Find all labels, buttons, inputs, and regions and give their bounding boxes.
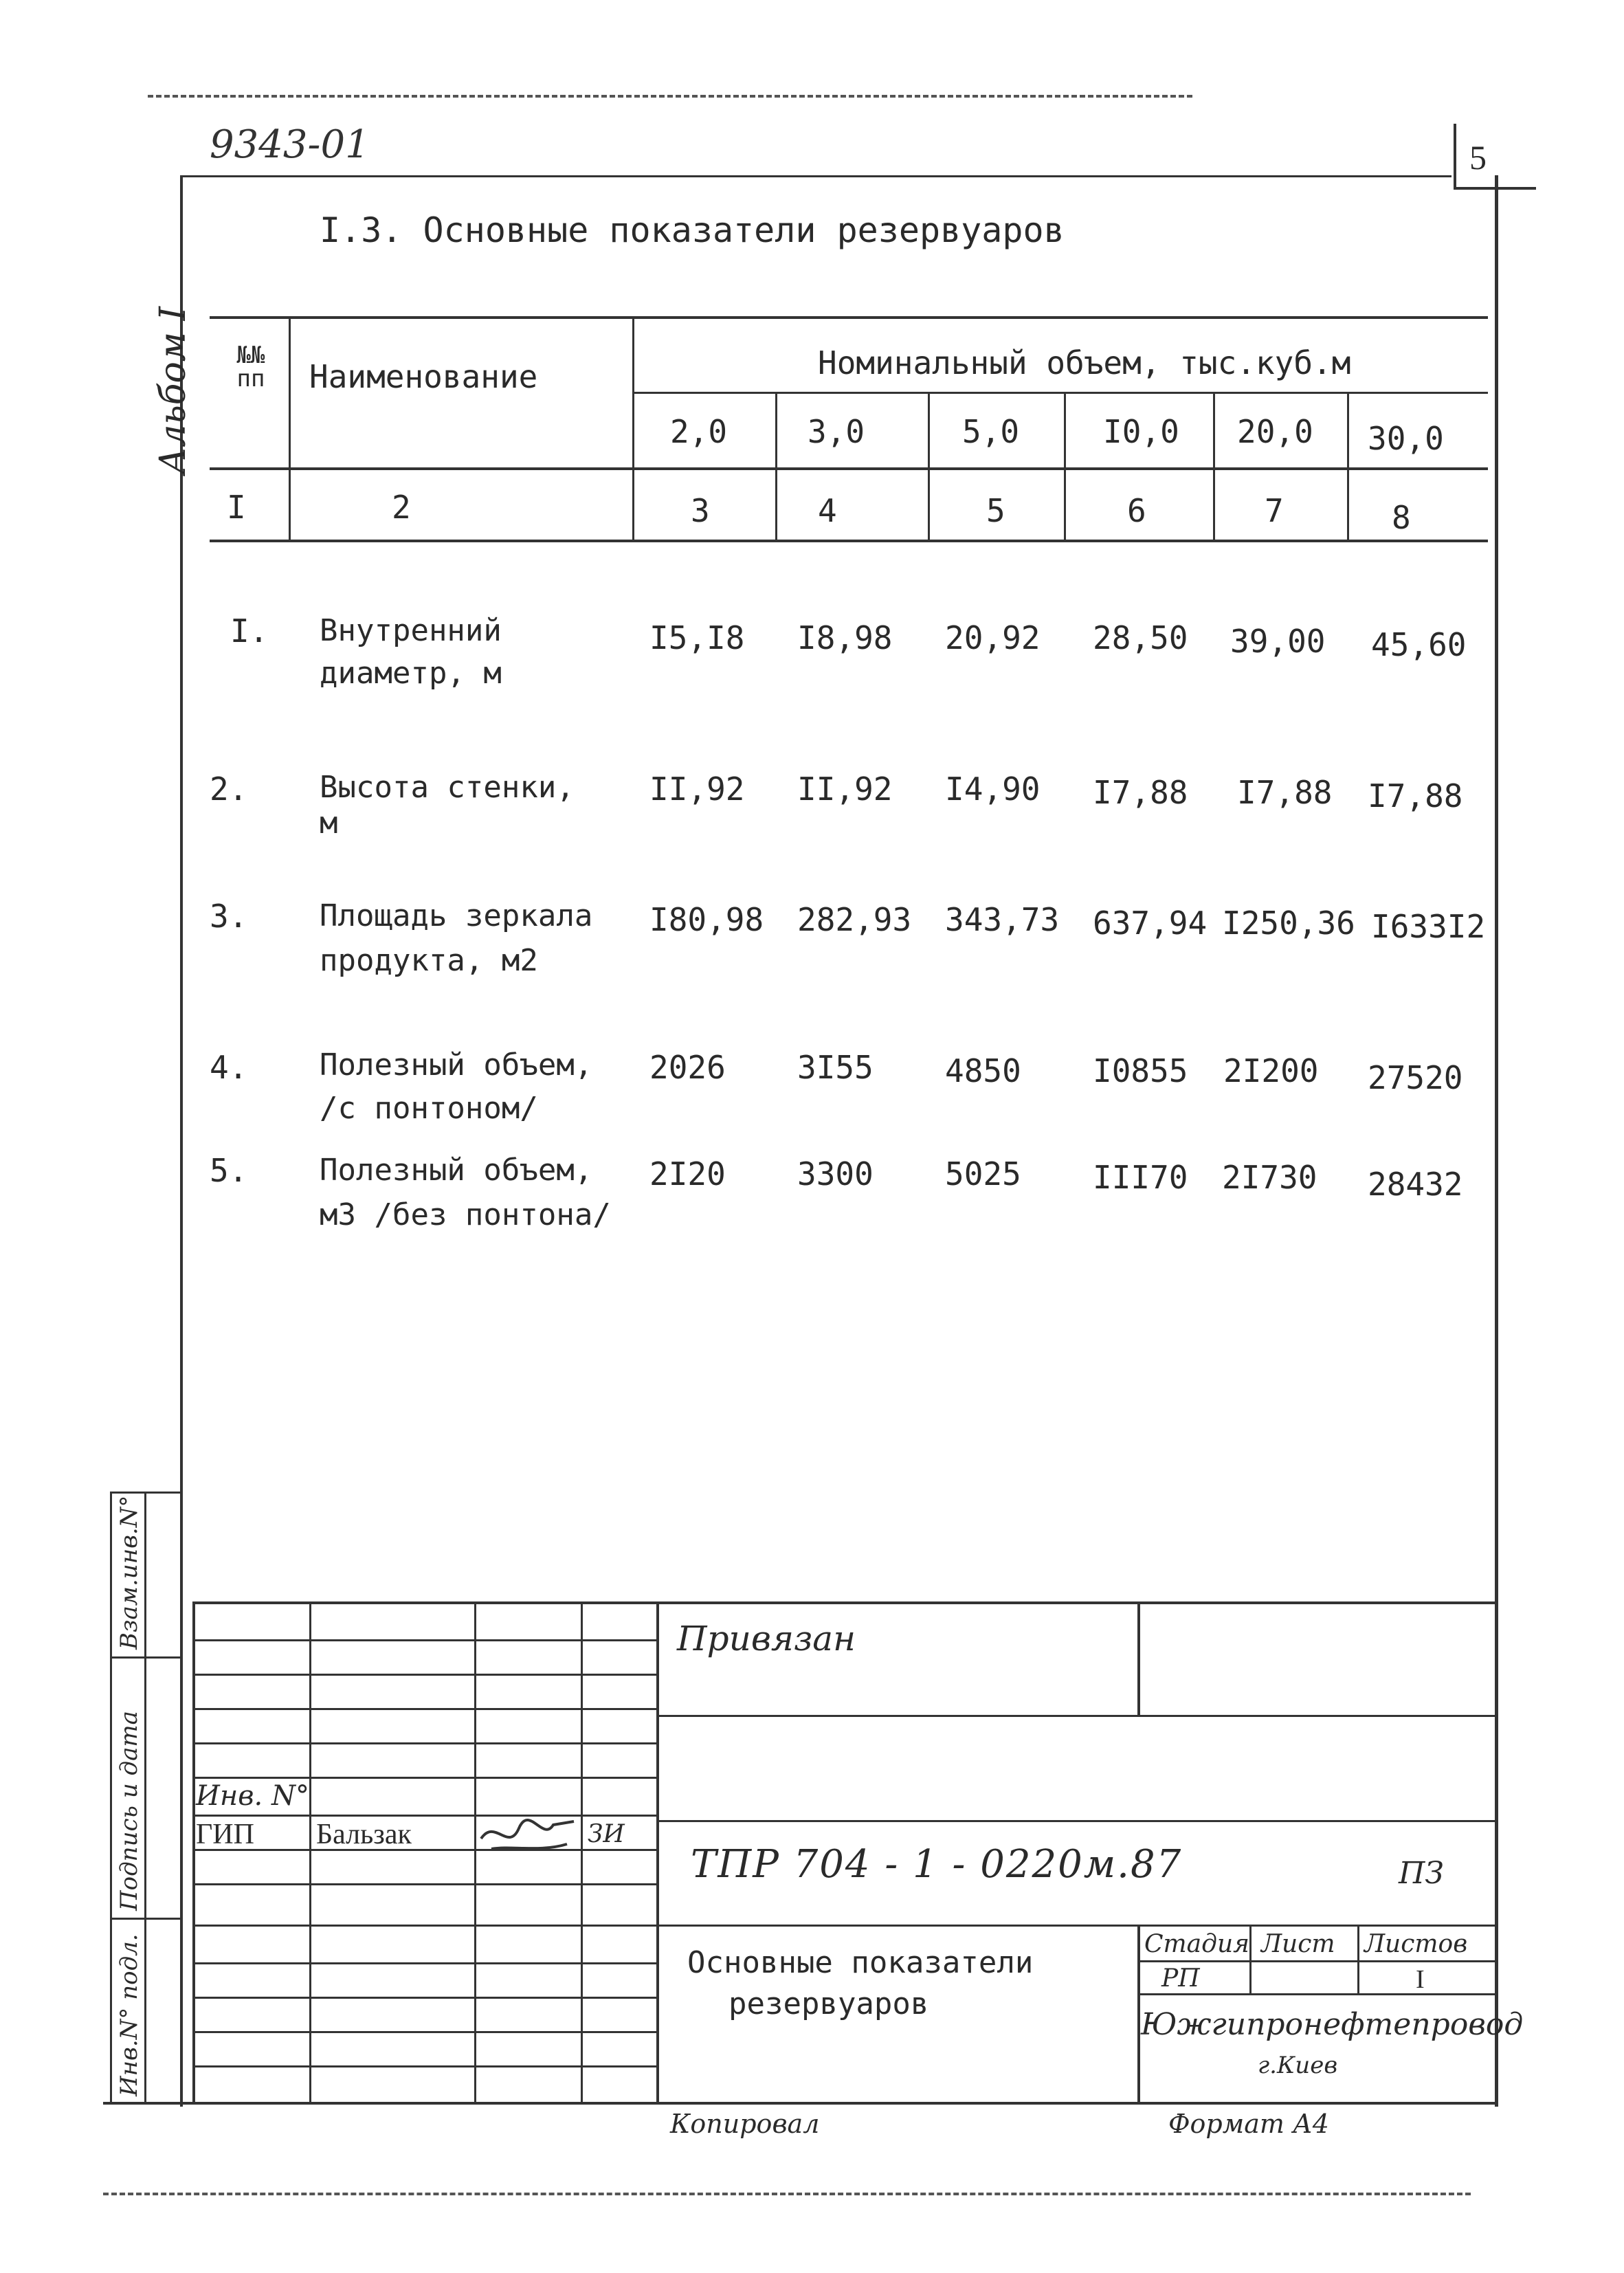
- row3-val-4: 637,94: [1093, 905, 1208, 942]
- volume-6: 30,0: [1368, 420, 1444, 457]
- row4-val-1: 2026: [649, 1049, 726, 1086]
- row3-val-1: I80,98: [649, 901, 764, 938]
- row2-val-5: I7,88: [1237, 774, 1333, 811]
- format-label: Формат А4: [1168, 2109, 1329, 2139]
- row1-val-2: I8,98: [797, 619, 893, 656]
- row3-val-3: 343,73: [945, 901, 1060, 938]
- row1-val-3: 20,92: [945, 619, 1041, 656]
- stamp-bottom-rule: [103, 2102, 1498, 2105]
- volume-1: 2,0: [670, 413, 728, 450]
- row5-val-5: 2I730: [1222, 1159, 1317, 1196]
- row4-num: 4.: [210, 1049, 248, 1086]
- sig-row-12: [192, 2031, 656, 2033]
- col-divider-1: [289, 316, 291, 540]
- row3-val-2: 282,93: [797, 901, 912, 938]
- col-divider-2: [632, 316, 634, 540]
- sig-row-7: [192, 1849, 656, 1851]
- sig-col-2: [474, 1601, 476, 2103]
- col-divider-6: [1213, 392, 1215, 540]
- row2-name-2: м: [320, 806, 338, 841]
- sig-col-1: [309, 1601, 311, 2103]
- surname: Бальзак: [316, 1819, 412, 1850]
- row1-name-1: Внутренний: [320, 613, 502, 648]
- colnum-7: 7: [1265, 492, 1284, 529]
- frame-right: [1495, 175, 1498, 2107]
- section-title: I.3. Основные показатели резервуаров: [320, 210, 1065, 250]
- row2-val-4: I7,88: [1093, 774, 1188, 811]
- volume-2: 3,0: [808, 413, 865, 450]
- bottom-dashed-border: [103, 2193, 1471, 2195]
- row3-num: 3.: [210, 898, 248, 935]
- stamp-top-rule: [192, 1601, 1495, 1604]
- row4-val-2: 3I55: [797, 1049, 874, 1086]
- row5-val-1: 2I20: [649, 1155, 726, 1193]
- num-header: №№ пп: [236, 342, 265, 392]
- row5-num: 5.: [210, 1152, 248, 1189]
- doc-code: 9343-01: [210, 122, 370, 167]
- row2-val-1: II,92: [649, 770, 745, 808]
- sign-date: ЗИ: [588, 1820, 625, 1848]
- sig-row-11: [192, 1997, 656, 1999]
- stamp-info-divider: [1137, 1925, 1140, 2103]
- stamp-main-divider: [656, 1601, 659, 2103]
- row2-name-1: Высота стенки,: [320, 770, 575, 805]
- stamp-title-2: резервуаров: [728, 1986, 929, 2021]
- sig-row-10: [192, 1962, 656, 1964]
- row5-val-3: 5025: [945, 1155, 1021, 1193]
- stage-value: РП: [1161, 1964, 1200, 1993]
- side-rule-2: [110, 1918, 182, 1920]
- row5-val-2: 3300: [797, 1155, 874, 1193]
- side-label-podpis: Подпись и дата: [115, 1711, 143, 1911]
- sheet-label: Лист: [1261, 1930, 1335, 1958]
- row1-val-1: I5,I8: [649, 619, 745, 656]
- album-label: Альбом I: [153, 306, 194, 474]
- volume-5: 20,0: [1237, 413, 1313, 450]
- colnum-3: 3: [691, 492, 710, 529]
- side-label-inv-podl: Инв.N° подл.: [115, 1933, 143, 2096]
- stamp-stage-div-2: [1357, 1925, 1359, 1993]
- page-box-left: [1454, 124, 1456, 189]
- sig-row-5: [192, 1777, 656, 1779]
- col-divider-5: [1064, 392, 1066, 540]
- volume-4: I0,0: [1103, 413, 1179, 450]
- sig-grid-left: [192, 1601, 195, 2103]
- frame-top: [180, 175, 1451, 177]
- table-top-rule: [210, 316, 1488, 319]
- row3-val-6: I633I2: [1371, 908, 1486, 945]
- stamp-title-1: Основные показатели: [687, 1945, 1034, 1980]
- stamp-stage-rule: [1137, 1960, 1495, 1962]
- doc-type: ПЗ: [1399, 1856, 1444, 1891]
- side-col-outer: [110, 1492, 112, 2103]
- row1-num: I.: [230, 612, 269, 650]
- row2-val-3: I4,90: [945, 770, 1041, 808]
- row4-name-1: Полезный объем,: [320, 1047, 593, 1083]
- colnum-8: 8: [1392, 499, 1411, 536]
- side-label-vzam: Взам.инв.N°: [115, 1495, 143, 1650]
- sig-row-2: [192, 1674, 656, 1676]
- stamp-stage-div-1: [1249, 1925, 1252, 1993]
- organization: Южгипронефтепровод: [1141, 2007, 1524, 2042]
- sig-row-8: [192, 1883, 656, 1885]
- city: г.Киев: [1258, 2052, 1338, 2079]
- row1-val-4: 28,50: [1093, 619, 1188, 656]
- row5-name-1: Полезный объем,: [320, 1153, 593, 1188]
- volume-3: 5,0: [962, 413, 1020, 450]
- sig-row-1: [192, 1639, 656, 1641]
- signature-image: [478, 1811, 577, 1859]
- top-dashed-border: [148, 95, 1192, 98]
- sig-row-6: [192, 1815, 656, 1817]
- row4-val-4: I0855: [1093, 1052, 1188, 1089]
- colnum-2: 2: [392, 489, 411, 526]
- project-code: ТПР 704 - 1 - 0220м.87: [691, 1842, 1183, 1887]
- row5-val-6: 28432: [1368, 1166, 1463, 1203]
- copied-label: Копировал: [670, 2109, 820, 2139]
- header-bottom-rule: [210, 467, 1488, 470]
- col-divider-7: [1347, 392, 1349, 540]
- row4-val-3: 4850: [945, 1052, 1021, 1089]
- side-rule-1: [110, 1656, 182, 1659]
- side-col-inner: [144, 1492, 146, 2103]
- volume-header: Номинальный объем, тыс.куб.м: [818, 344, 1351, 381]
- col-divider-3: [775, 392, 777, 540]
- privyazan-label: Привязан: [677, 1619, 856, 1659]
- row2-val-2: II,92: [797, 770, 893, 808]
- stage-label: Стадия: [1144, 1930, 1249, 1958]
- row2-num: 2.: [210, 770, 248, 808]
- page-number: 5: [1469, 138, 1487, 177]
- row5-name-2: м3 /без понтона/: [320, 1197, 611, 1232]
- name-header: Наименование: [309, 358, 538, 395]
- colnum-6: 6: [1127, 492, 1146, 529]
- sheets-label: Листов: [1364, 1930, 1468, 1958]
- row3-name-2: продукта, м2: [320, 943, 538, 978]
- row3-val-5: I250,36: [1222, 905, 1355, 942]
- stamp-rule-2: [656, 1820, 1495, 1822]
- colnum-1: I: [227, 489, 246, 526]
- row1-name-2: диаметр, м: [320, 656, 502, 691]
- role-gip: ГИП: [196, 1819, 254, 1850]
- col-divider-4: [928, 392, 930, 540]
- stamp-stage-rule-2: [1137, 1993, 1495, 1995]
- inv-no-label: Инв. N°: [196, 1780, 309, 1812]
- row3-name-1: Площадь зеркала: [320, 898, 593, 933]
- row4-val-5: 2I200: [1223, 1052, 1319, 1089]
- row1-val-5: 39,00: [1230, 623, 1326, 660]
- sig-col-3: [581, 1601, 583, 2103]
- colnum-4: 4: [818, 492, 837, 529]
- row1-val-6: 45,60: [1371, 626, 1467, 663]
- stamp-rule-1: [656, 1715, 1495, 1717]
- volume-sub-rule: [632, 392, 1488, 394]
- sig-row-9: [192, 1925, 656, 1927]
- sig-row-13: [192, 2065, 656, 2067]
- stamp-rule-3: [656, 1925, 1495, 1927]
- colnum-5: 5: [986, 492, 1005, 529]
- row4-val-6: 27520: [1368, 1059, 1463, 1096]
- colnum-bottom-rule: [210, 540, 1488, 542]
- row2-val-6: I7,88: [1368, 777, 1463, 814]
- sheets-value: I: [1416, 1965, 1425, 1994]
- stamp-privyazan-divider: [1137, 1601, 1140, 1715]
- sig-row-4: [192, 1742, 656, 1744]
- side-top-rule: [110, 1492, 182, 1494]
- row4-name-2: /с понтоном/: [320, 1091, 538, 1126]
- row5-val-4: III70: [1093, 1159, 1188, 1196]
- sig-row-3: [192, 1708, 656, 1710]
